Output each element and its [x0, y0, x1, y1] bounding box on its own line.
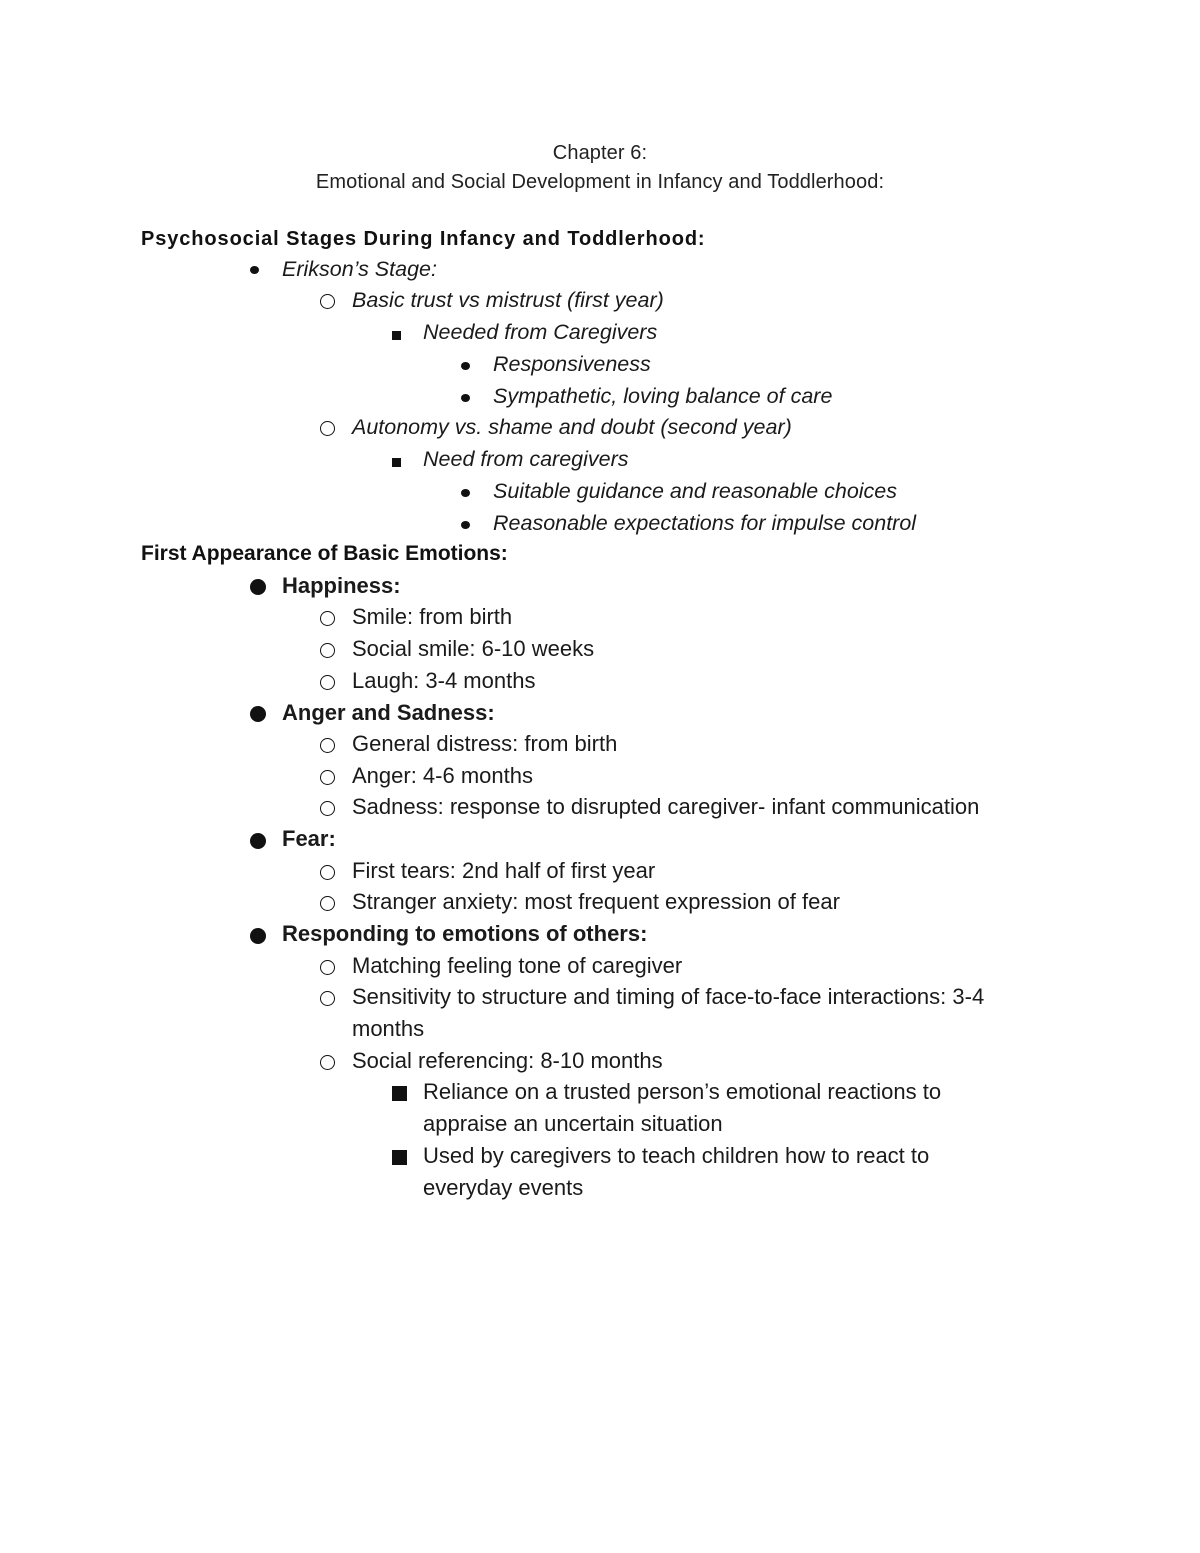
list-item: Matching feeling tone of caregiver: [352, 953, 683, 978]
bullet-square-icon: [392, 331, 401, 340]
bullet-circle-icon: [320, 991, 335, 1006]
list-item-stage2-needed: Need from caregivers: [423, 447, 629, 471]
bullet-dot-icon: [250, 928, 266, 944]
list-item: Sadness: response to disrupted caregiver- infant communication: [352, 794, 980, 819]
list-item: Social referencing: 8-10 months: [352, 1048, 663, 1073]
list-item-stage1-need: Responsiveness: [493, 352, 651, 376]
list-item-stage1-need: Sympathetic, loving balance of care: [493, 384, 833, 408]
bullet-circle-icon: [320, 738, 335, 753]
bullet-circle-icon: [320, 1055, 335, 1070]
bullet-circle-icon: [320, 611, 335, 626]
bullet-dot-icon: [250, 266, 259, 274]
bullet-square-icon: [392, 458, 401, 467]
list-item-happiness: Happiness:: [282, 573, 401, 598]
bullet-circle-icon: [320, 896, 335, 911]
list-item-stage2: Autonomy vs. shame and doubt (second year): [352, 415, 792, 439]
list-item-fear: Fear:: [282, 826, 336, 851]
list-item: General distress: from birth: [352, 731, 618, 756]
list-item: Used by caregivers to teach children how to react to everyday events: [423, 1143, 930, 1200]
bullet-dot-icon: [461, 362, 470, 370]
bullet-dot-icon: [250, 833, 266, 849]
list-item: Social smile: 6-10 weeks: [352, 636, 595, 661]
section-heading-emotions: First Appearance of Basic Emotions:: [141, 542, 508, 565]
list-item: Anger: 4-6 months: [352, 763, 533, 788]
bullet-circle-icon: [320, 960, 335, 975]
bullet-circle-icon: [320, 294, 335, 309]
bullet-dot-icon: [461, 394, 470, 402]
list-item-stage2-need: Reasonable expectations for impulse control: [493, 511, 917, 535]
list-item: Laugh: 3-4 months: [352, 668, 536, 693]
bullet-circle-icon: [320, 770, 335, 785]
list-item: First tears: 2nd half of first year: [352, 858, 656, 883]
bullet-circle-icon: [320, 865, 335, 880]
bullet-circle-icon: [320, 421, 335, 436]
list-item: Stranger anxiety: most frequent expression of fear: [352, 889, 840, 914]
bullet-circle-icon: [320, 675, 335, 690]
bullet-square-icon: [392, 1150, 407, 1165]
bullet-dot-icon: [250, 579, 266, 595]
list-item-stage1-needed: Needed from Caregivers: [423, 320, 658, 344]
list-item: Smile: from birth: [352, 604, 513, 629]
list-item: Reliance on a trusted person’s emotional reactions to appraise an uncertain situation: [423, 1079, 942, 1136]
bullet-circle-icon: [320, 643, 335, 658]
list-item-responding: Responding to emotions of others:: [282, 921, 648, 946]
list-item: Sensitivity to structure and timing of face-to-face interactions: 3-4 months: [352, 984, 985, 1041]
section-heading-psychosocial: Psychosocial Stages During Infancy and Toddlerhood:: [141, 228, 706, 250]
chapter-number: Chapter 6:: [552, 142, 648, 164]
bullet-square-icon: [392, 1086, 407, 1101]
bullet-dot-icon: [461, 489, 470, 497]
list-item-erikson: Erikson’s Stage:: [282, 257, 437, 281]
chapter-title: Emotional and Social Development in Infancy and Toddlerhood:: [315, 171, 885, 193]
bullet-dot-icon: [250, 706, 266, 722]
bullet-dot-icon: [461, 521, 470, 529]
list-item-stage2-need: Suitable guidance and reasonable choices: [493, 479, 898, 503]
list-item-anger: Anger and Sadness:: [282, 700, 495, 725]
bullet-circle-icon: [320, 801, 335, 816]
list-item-stage1: Basic trust vs mistrust (first year): [352, 288, 664, 312]
